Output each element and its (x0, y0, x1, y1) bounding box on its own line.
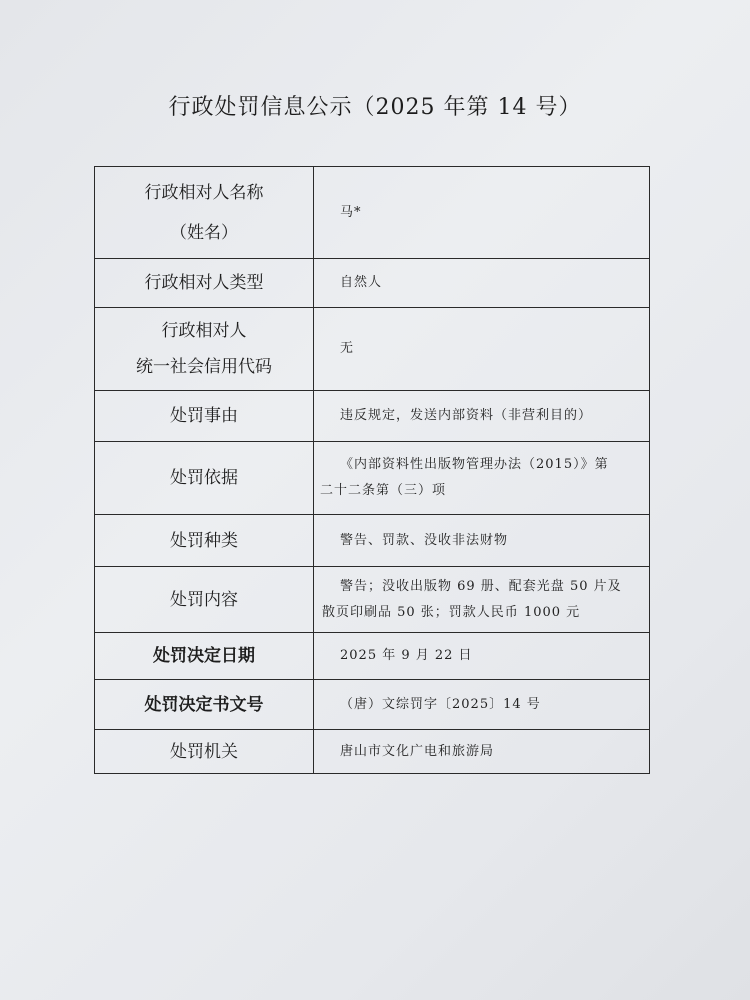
table-row-penalty-content (95, 567, 650, 633)
label-decision-date (95, 633, 314, 680)
value-penalty-type (314, 515, 650, 567)
table-row-party-name (95, 167, 650, 259)
value-decision-number (314, 680, 650, 730)
label-line: 处罚决定书文号 (144, 694, 264, 715)
value-line: 二十二条第（三）项 (320, 483, 447, 498)
label-line: 处罚种类 (170, 530, 238, 551)
value-line: 唐山市文化广电和旅游局 (340, 743, 495, 759)
label-reason (95, 391, 314, 442)
label-line: 行政相对人名称 (144, 182, 264, 203)
document-title: 行政处罚信息公示（2025 年第 14 号） (168, 95, 582, 120)
value-line: 2025 年 9 月 22 日 (340, 648, 473, 663)
label-penalty-content (95, 567, 314, 633)
value-credit-code (314, 308, 650, 391)
table-row-reason (95, 391, 650, 442)
label-authority (95, 730, 314, 774)
label-decision-number (95, 680, 314, 730)
value-line: 违反规定，发送内部资料（非营利目的） (340, 408, 593, 423)
table-row-decision-number (95, 680, 650, 730)
label-line: （姓名） (170, 222, 238, 243)
penalty-info-table (94, 166, 650, 774)
label-party-name (95, 167, 314, 259)
label-line: 处罚内容 (170, 589, 238, 610)
value-line: 马* (340, 204, 362, 220)
value-basis (314, 442, 650, 515)
label-penalty-type (95, 515, 314, 567)
label-party-type (95, 259, 314, 308)
value-reason (314, 391, 650, 442)
label-line: 行政相对人类型 (144, 273, 264, 293)
value-line: 自然人 (340, 275, 383, 290)
value-line: 警告；没收出版物 69 册、配套光盘 50 片及 (340, 578, 622, 594)
table-row-decision-date (95, 633, 650, 680)
value-party-type (314, 259, 650, 308)
label-line: 处罚依据 (170, 468, 238, 488)
table-row-basis (95, 442, 650, 515)
label-line: 统一社会信用代码 (136, 357, 272, 377)
label-line: 处罚决定日期 (153, 646, 255, 666)
value-decision-date (314, 633, 650, 680)
table-row-authority (95, 730, 650, 774)
label-line: 行政相对人 (161, 321, 247, 341)
value-party-name (314, 167, 650, 259)
table-row-party-type (95, 259, 650, 308)
value-line: 警告、罚款、没收非法财物 (340, 532, 509, 548)
table-row-credit-code (95, 308, 650, 391)
value-line: （唐）文综罚字〔2025〕14 号 (340, 696, 541, 712)
value-authority (314, 730, 650, 774)
label-credit-code (95, 308, 314, 391)
label-basis (95, 442, 314, 515)
value-line: 散页印刷品 50 张；罚款人民币 1000 元 (322, 604, 581, 620)
label-line: 处罚机关 (170, 741, 238, 762)
label-line: 处罚事由 (170, 406, 238, 426)
value-line: 无 (340, 341, 355, 356)
table-row-penalty-type (95, 515, 650, 567)
value-line: 《内部资料性出版物管理办法（2015）》第 (340, 457, 609, 472)
value-penalty-content (314, 567, 650, 633)
